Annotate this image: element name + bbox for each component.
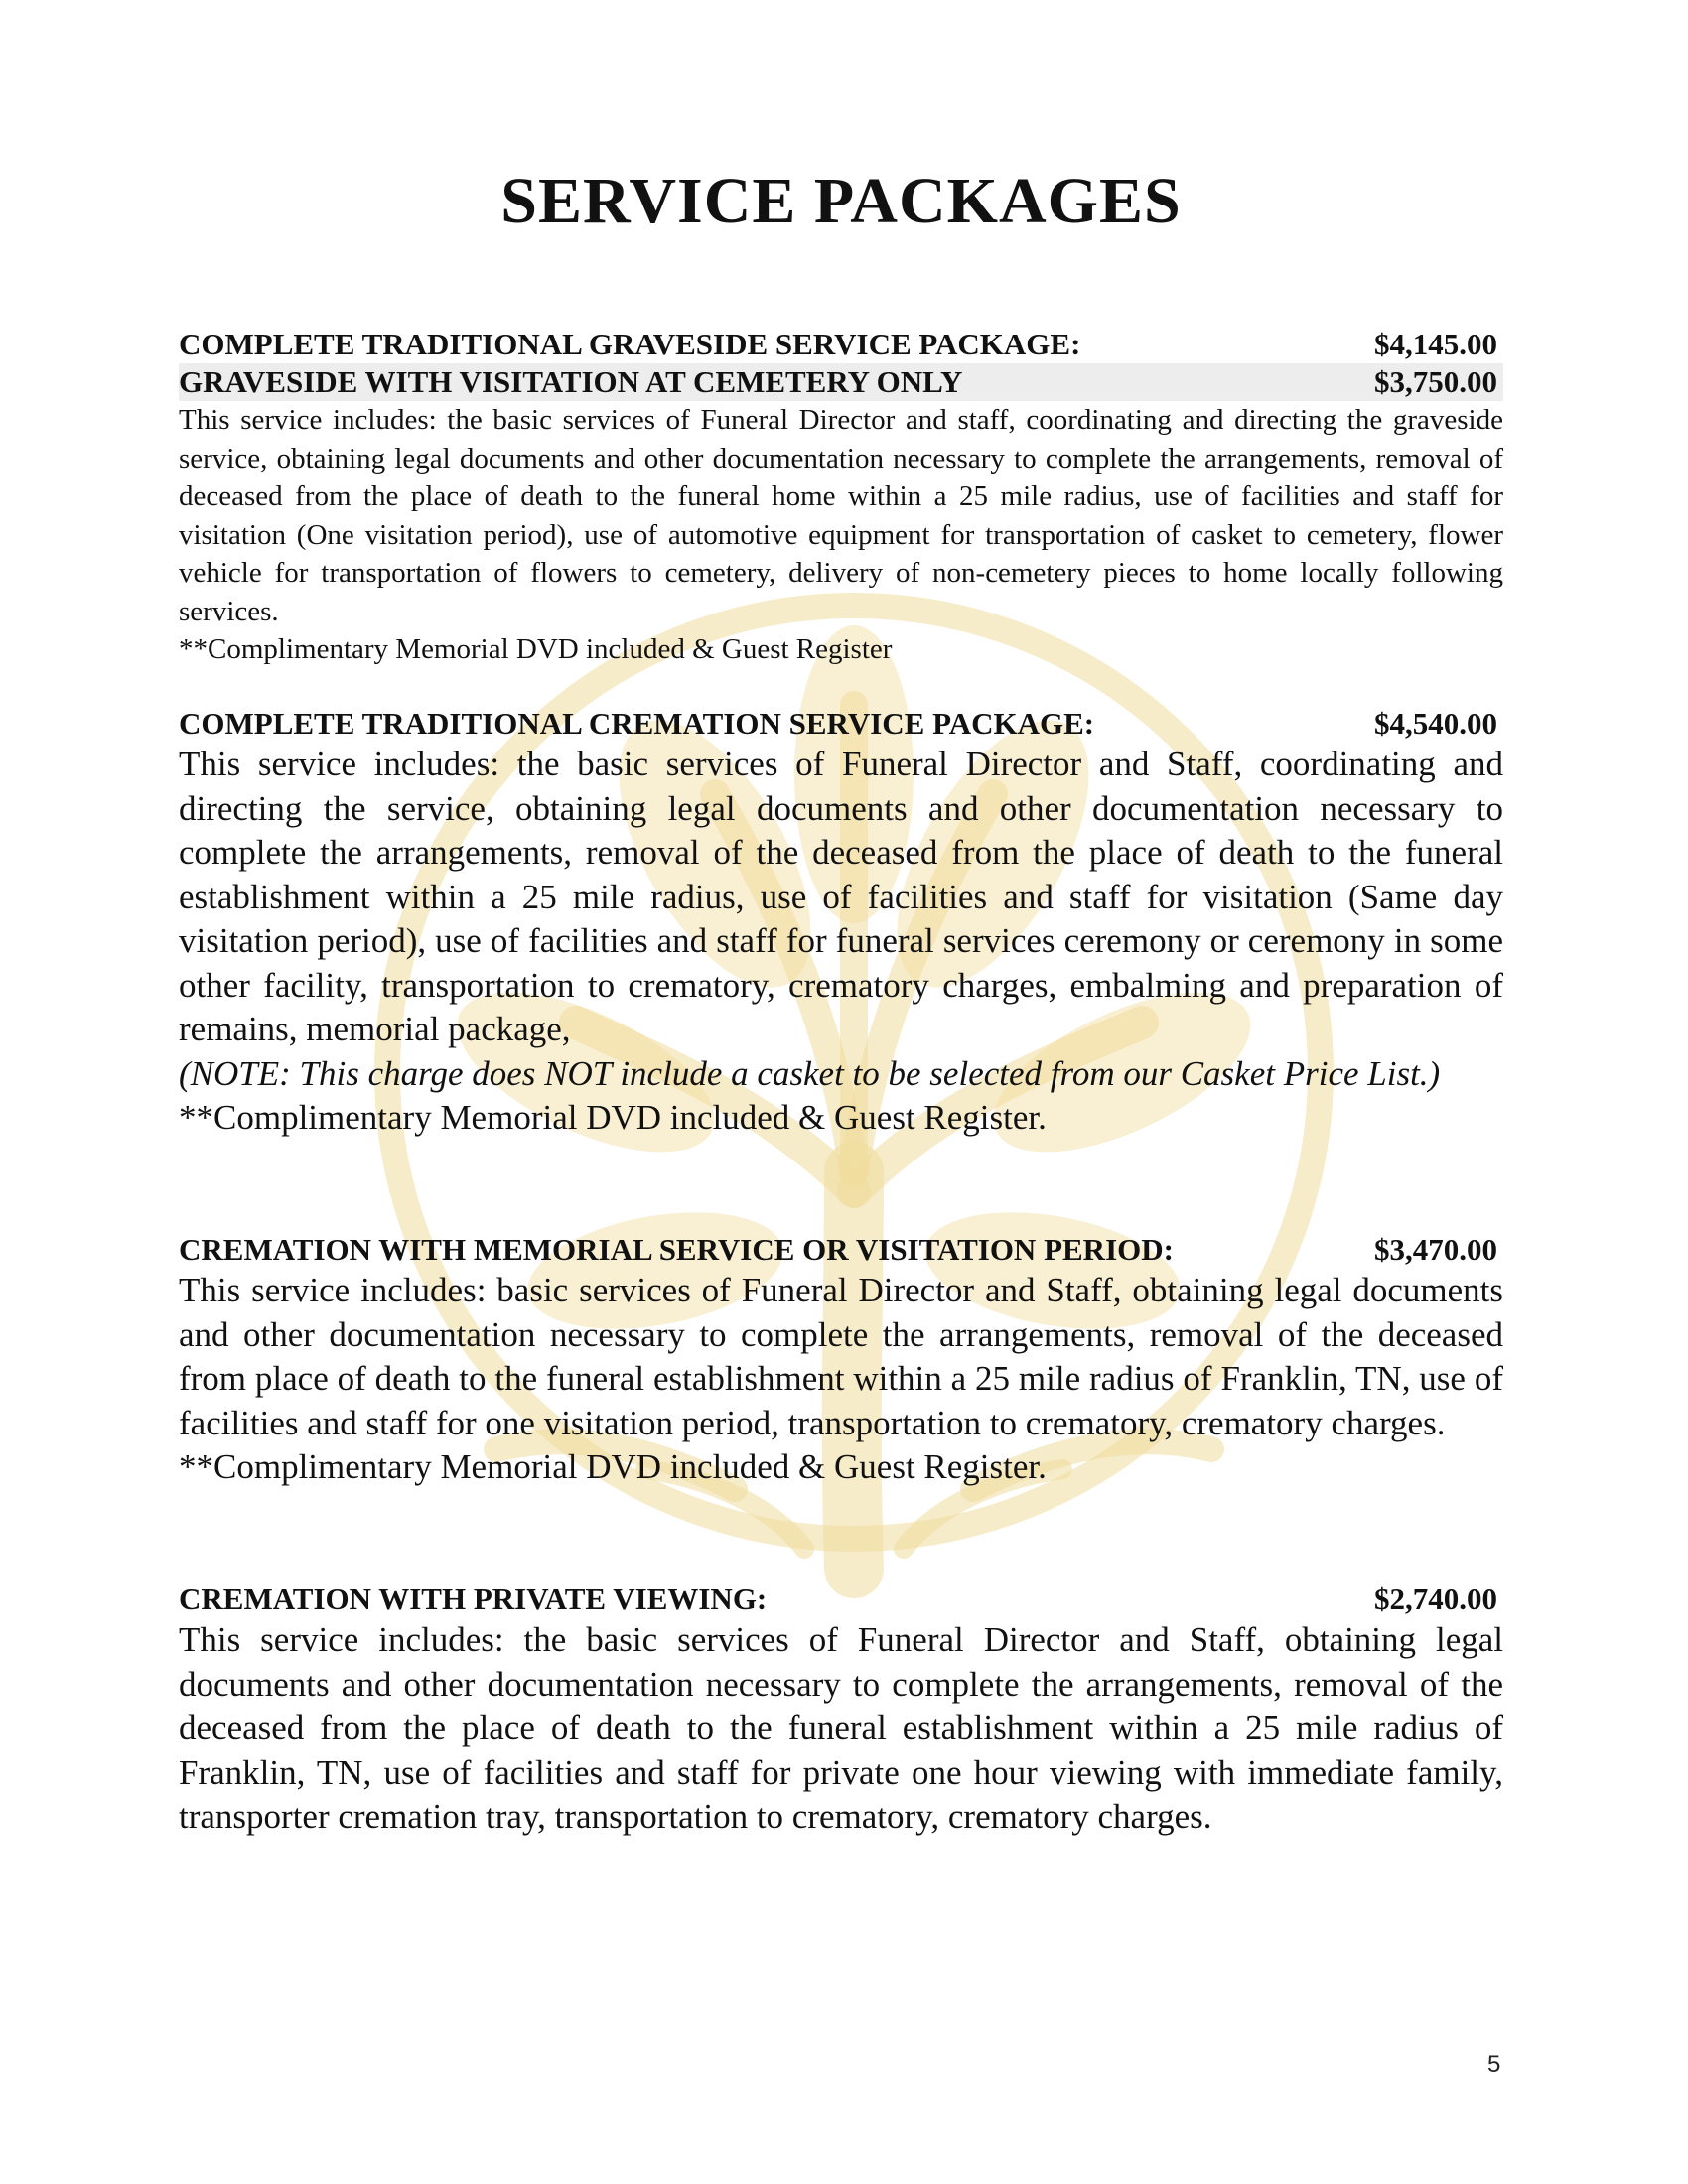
document-page [179, 0, 1503, 2184]
graveside-package-section [179, 326, 1503, 669]
package-name: CREMATION WITH MEMORIAL SERVICE OR VISITATION PERIOD: [179, 1232, 1174, 1267]
package-complimentary-note: **Complimentary Memorial DVD included & Guest Register. [179, 1447, 1047, 1486]
private-viewing-cremation-section [179, 1580, 1503, 1840]
package-description: This service includes: the basic services of Funeral Director and staff, coordinating and directing the graveside service, obtaining legal documents and other documentation necessary to complete the arrangements, removal of deceased from the place of death to the funeral home within a 25 mile radius, use of facilities and staff for visitation (One visitation period), use of automotive equipment for transportation of casket to cemetery, flower vehicle for transportation of flowers to cemetery, delivery of non-cemetery pieces to home locally following services. [179, 404, 1503, 627]
package-name: COMPLETE TRADITIONAL GRAVESIDE SERVICE PACKAGE: [179, 327, 1081, 361]
package-description: This service includes: the basic services of Funeral Director and Staff, obtaining legal documents and other documentation necessary to complete the arrangements, removal of the deceased from the place of death to the funeral establishment within a 25 mile radius of Franklin, TN, use of facilities and staff for private one hour viewing with immediate family, transporter cremation tray, transportation to crematory, crematory charges. [179, 1620, 1503, 1836]
package-header-row [179, 705, 1503, 743]
package-name: GRAVESIDE WITH VISITATION AT CEMETERY ONLY [179, 364, 963, 399]
package-price: $3,750.00 [1374, 364, 1497, 399]
package-name: COMPLETE TRADITIONAL CREMATION SERVICE PACKAGE: [179, 706, 1095, 741]
page-number: 5 [1487, 2051, 1501, 2078]
package-description: This service includes: the basic services of Funeral Director and Staff, coordinating and directing the service, obtaining legal documents and other documentation necessary to complete the arrangements, removal of the deceased from the place of death to the funeral establishment within a 25 mile radius, use of facilities and staff for visitation (Same day visitation period), use of facilities and staff for funeral services ceremony or ceremony in some other facility, transportation to crematory, crematory charges, embalming and preparation of remains, memorial package, [179, 745, 1503, 1048]
package-header-row [179, 363, 1503, 401]
page-title: SERVICE PACKAGES [500, 165, 1182, 237]
package-header-row [179, 1580, 1503, 1618]
memorial-cremation-package-section [179, 1231, 1503, 1490]
package-name: CREMATION WITH PRIVATE VIEWING: [179, 1581, 768, 1616]
package-price: $4,540.00 [1374, 706, 1497, 741]
package-complimentary-note: **Complimentary Memorial DVD included & Guest Register [179, 633, 893, 665]
package-complimentary-note: **Complimentary Memorial DVD included & Guest Register. [179, 1098, 1047, 1137]
package-price: $3,470.00 [1374, 1232, 1497, 1267]
package-price: $2,740.00 [1374, 1581, 1497, 1616]
package-header-row [179, 1231, 1503, 1269]
traditional-cremation-package-section [179, 705, 1503, 1141]
casket-exclusion-note: (NOTE: This charge does NOT include a casket to be selected from our Casket Price List.) [179, 1053, 1441, 1093]
package-price: $4,145.00 [1374, 327, 1497, 361]
package-header-row [179, 326, 1503, 363]
package-description: This service includes: basic services of Funeral Director and Staff, obtaining legal documents and other documentation necessary to complete the arrangements, removal of the deceased from place of death to the funeral establishment within a 25 mile radius of Franklin, TN, use of facilities and staff for one visitation period, transportation to crematory, crematory charges. [179, 1271, 1503, 1442]
